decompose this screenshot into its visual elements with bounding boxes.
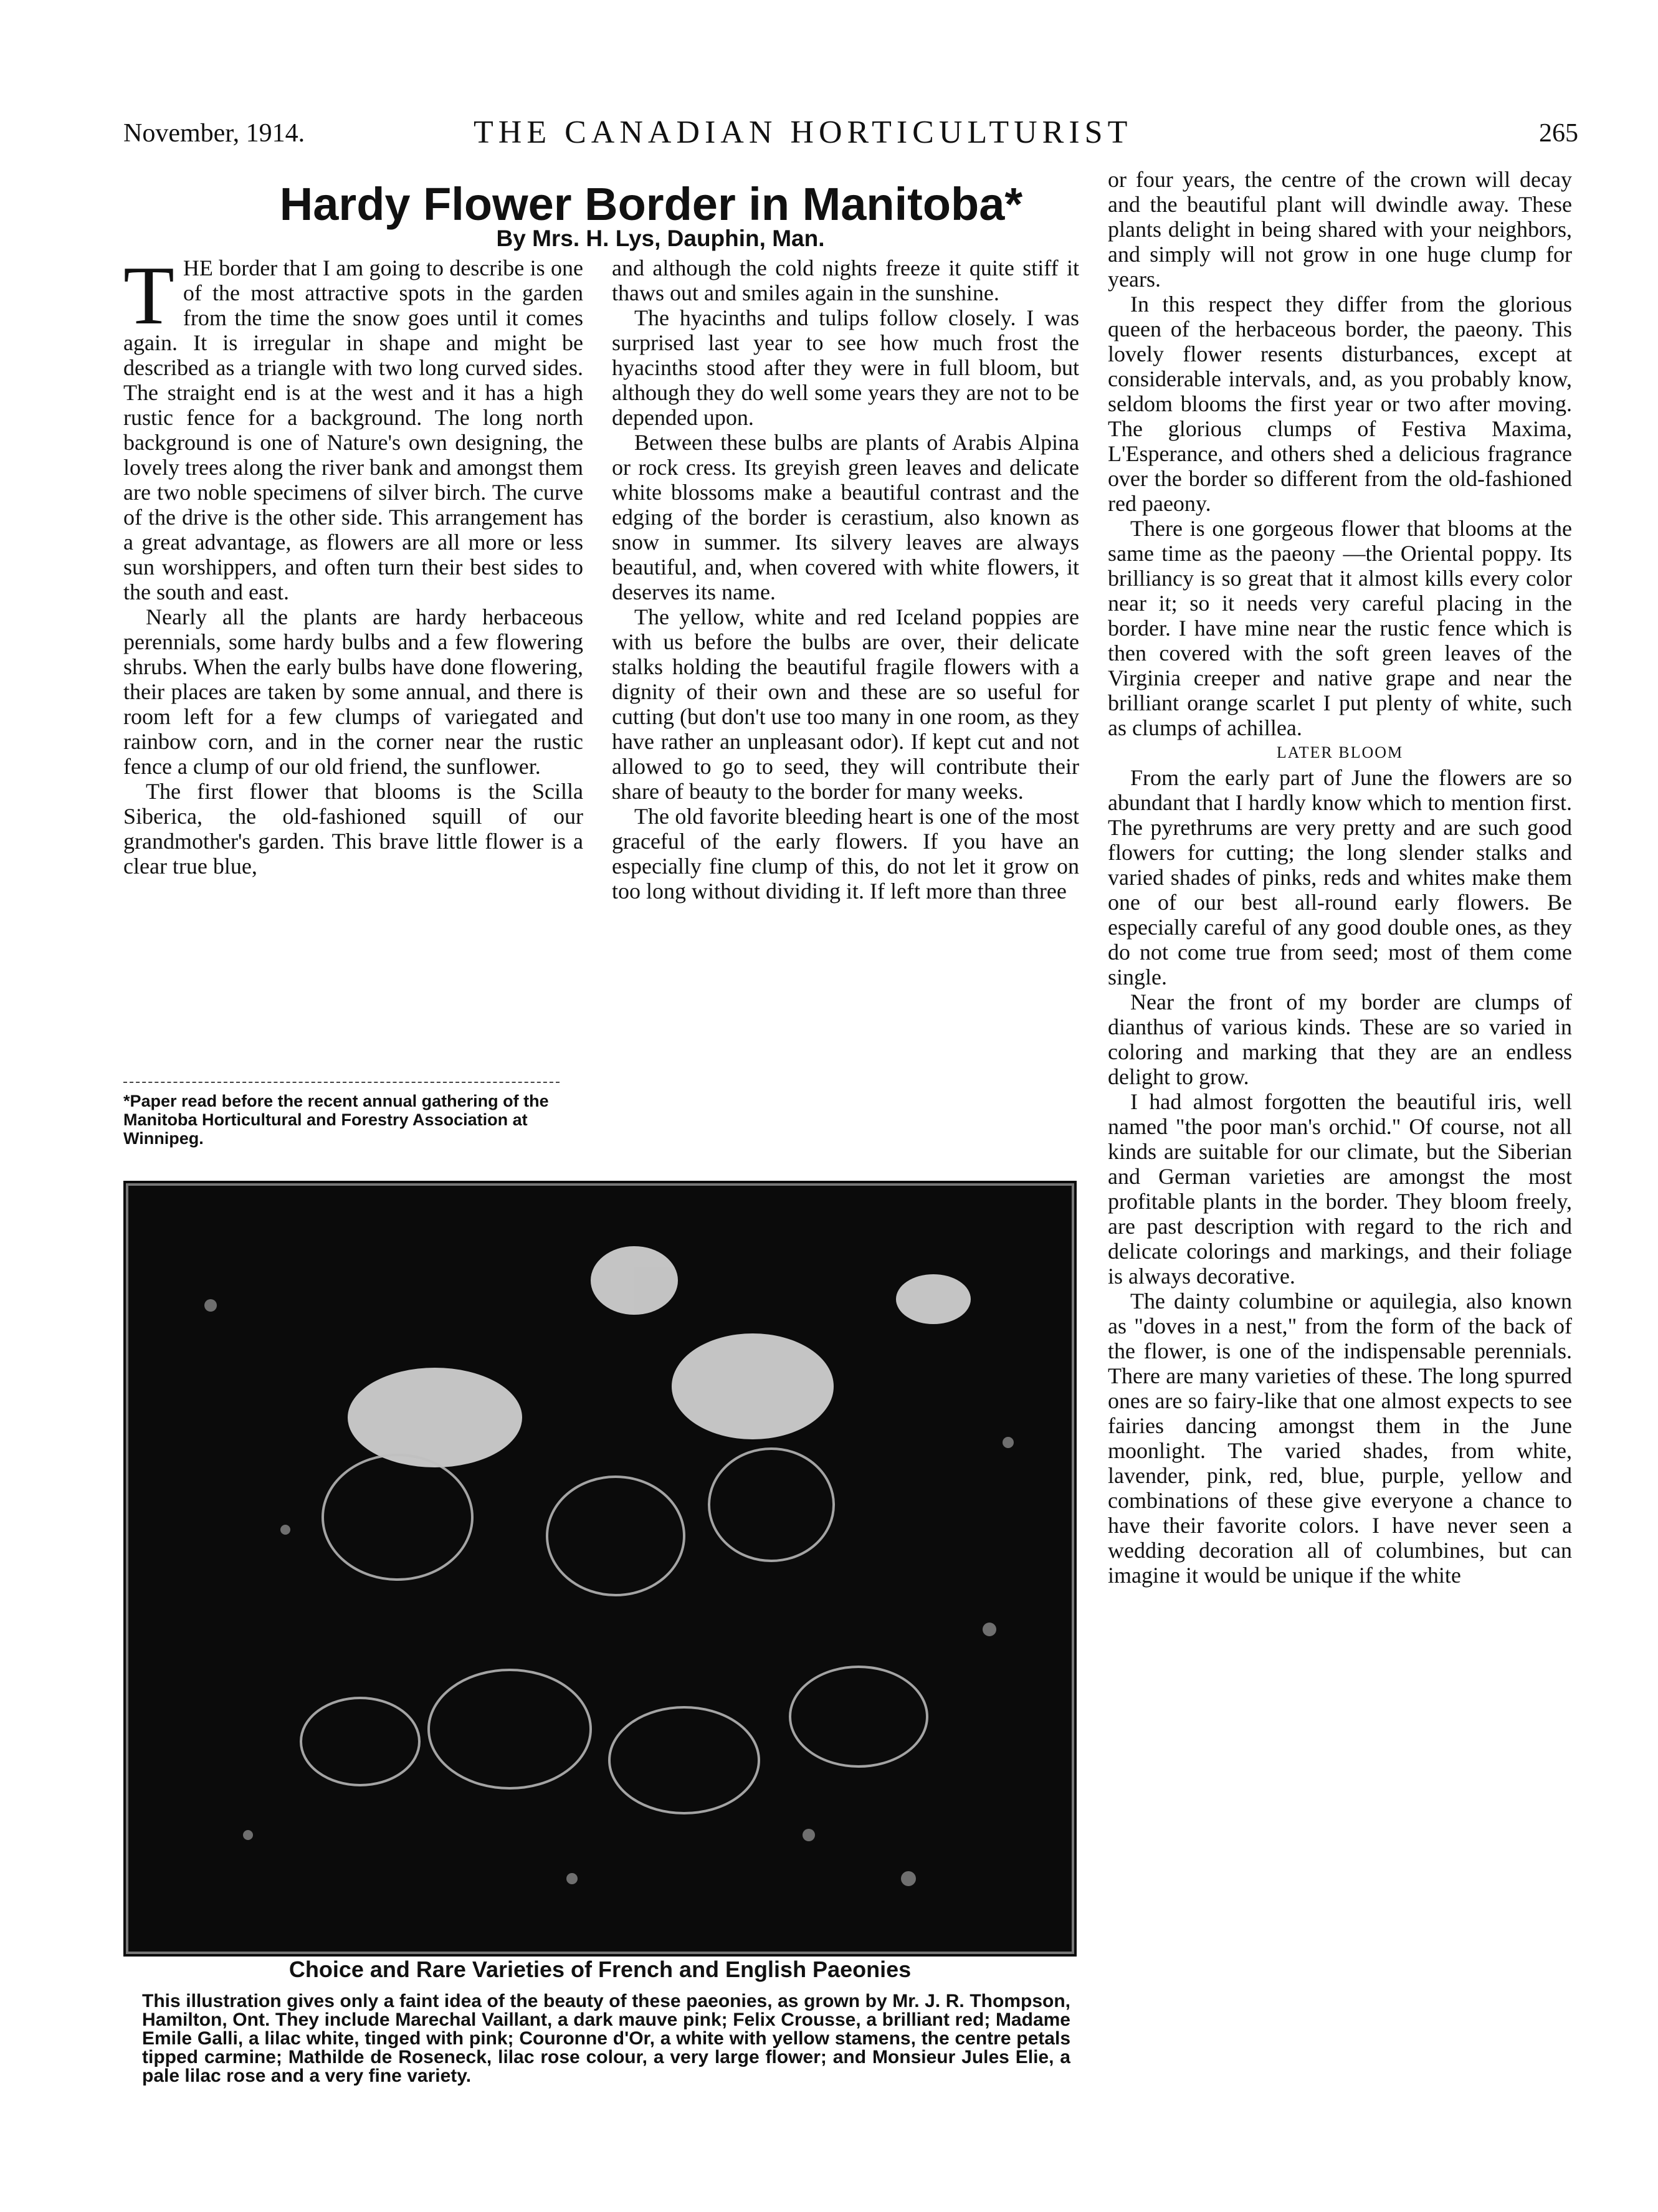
- paragraph: Near the front of my border are clumps of dianthus of various kinds. These are so varied in coloring and marking that they are an endless delight to grow.: [1108, 989, 1572, 1089]
- article-byline: By Mrs. H. Lys, Dauphin, Man.: [496, 226, 825, 251]
- issue-date: November, 1914.: [123, 119, 305, 148]
- paragraph: From the early part of June the flowers are so abundant that I hardly know which to mention first. The pyrethrums are very pretty and are such good flowers for cutting; the long slender stalks and varied shades of pinks, reds and whites make them one of our best all-round early flowers. Be especially careful of any good double ones, as they do not come true from seed; most of them come single.: [1108, 765, 1572, 989]
- paragraph: The first flower that blooms is the Scilla Siberica, the old-fashioned squill of our grandmother's garden. This brave little flower is a clear true blue,: [123, 779, 583, 879]
- paragraph: Nearly all the plants are hardy herbaceous perennials, some hardy bulbs and a few flowering shrubs. When the early bulbs have done flowering, their places are taken by some annual, and there is room left for a few clumps of variegated and rainbow corn, and in the corner near the rustic fence a clump of our old friend, the sunflower.: [123, 604, 583, 779]
- article-column-2: [612, 255, 1079, 1171]
- footnote-divider: [123, 1082, 560, 1085]
- paragraph: There is one gorgeous flower that blooms at the same time as the paeony —the Oriental poppy. Its brilliancy is so great that it almost kills every color near it; so it needs very careful placing in the border. I have mine near the rustic fence which is then covered with the soft green leaves of the Virginia creeper and native grape and near the brilliant orange scarlet I put plenty of white, such as clumps of achillea.: [1108, 516, 1572, 740]
- figure-caption-text: This illustration gives only a faint idea of the beauty of these paeonies, as grown by Mr. J. R. Thompson, Hamilton, Ont. They include Marechal Vaillant, a dark mauve pink; Felix Crousse, a brilliant red; Madame Emile Galli, a lilac white, tinged with pink; Couronne d'Or, a white with yellow stamens, the centre petals tipped carmine; Mathilde de Roseneck, lilac rose colour, a very large flower; and Monsieur Jules Elie, a pale lilac rose and a very fine variety.: [142, 1991, 1070, 2086]
- article-column-3: [1108, 167, 1572, 2105]
- paeony-flowers-image: [123, 1181, 1077, 1957]
- paragraph: and although the cold nights freeze it quite stiff it thaws out and smiles again in the sunshine.: [612, 255, 1079, 305]
- paragraph: The hyacinths and tulips follow closely. I was surprised last year to see how much frost the hyacinths stood after they were in full bloom, but although they do well some years they are not to be depended upon.: [612, 305, 1079, 430]
- article-column-1: [123, 255, 583, 1079]
- figure-caption-title: Choice and Rare Varieties of French and English Paeonies: [288, 1957, 912, 1982]
- paeony-photo: [123, 1181, 1077, 1957]
- footnote: *Paper read before the recent annual gathering of the Manitoba Horticultural and Forestry Association at Winnipeg.: [123, 1092, 549, 1148]
- section-subhead: LATER BLOOM: [1276, 743, 1404, 761]
- paragraph: The yellow, white and red Iceland poppies are with us before the bulbs are over, their delicate stalks holding the beautiful fragile flowers with a dignity of their own and these are so useful for cutting (but don't use too many in one room, as they have rather an unpleasant odor). If kept cut and not allowed to go to seed, they will contribute their share of beauty to the border for many weeks.: [612, 604, 1079, 804]
- paragraph: I had almost forgotten the beautiful iris, well named "the poor man's orchid." Of course, not all kinds are suitable for our climate, but the Siberian and German varieties are amongst the most profitable plants in the border. They bloom freely, are past description with regard to the rich and delicate colorings and markings, and their foliage is always decorative.: [1108, 1089, 1572, 1289]
- page-number: 265: [1539, 119, 1578, 148]
- magazine-title: THE CANADIAN HORTICULTURIST: [474, 115, 1133, 150]
- drop-cap: T: [123, 255, 174, 341]
- paragraph: THE border that I am going to describe is one of the most attractive spots in the garden from the time the snow goes until it comes again. It is irregular in shape and might be described as a triangle with two long curved sides. The straight end is at the west and it has a high rustic fence for a background. The long north background is one of Nature's own designing, the lovely trees along the river bank and amongst them are two noble specimens of silver birch. The curve of the drive is the other side. This arrangement has a great advantage, as flowers are all more or less sun worshippers, and often turn their best sides to the south and east.: [123, 255, 583, 604]
- paragraph: or four years, the centre of the crown will decay and the beautiful plant will dwindle away. These plants delight in being shared with your neighbors, and simply will not grow in one huge clump for years.: [1108, 167, 1572, 292]
- paragraph: Between these bulbs are plants of Arabis Alpina or rock cress. Its greyish green leaves and delicate white blossoms make a beautiful contrast and the edging of the border is cerastium, also known as snow in summer. Its silvery leaves are always beautiful, and, when covered with white flowers, it deserves its name.: [612, 430, 1079, 604]
- paragraph: The old favorite bleeding heart is one of the most graceful of the early flowers. If you have an especially fine clump of this, do not let it grow on too long without dividing it. If left more than three: [612, 804, 1079, 903]
- article-headline: Hardy Flower Border in Manitoba*: [279, 178, 1023, 230]
- paragraph: The dainty columbine or aquilegia, also known as "doves in a nest," from the form of the back of the flower, is one of the indispensable perennials. There are many varieties of these. The long spurred ones are so fairy-like that one almost expects to see fairies dancing amongst them in the June moonlight. The varied shades, from white, lavender, pink, red, blue, purple, yellow and combinations of these give everyone a chance to have their favorite colors. I have never seen a wedding decoration all of columbines, but can imagine it would be unique if the white: [1108, 1289, 1572, 1588]
- paragraph: In this respect they differ from the glorious queen of the herbaceous border, the paeony. This lovely flower resents disturbances, except at considerable intervals, and, as you probably know, seldom blooms the first year or two after moving. The glorious clumps of Festiva Maxima, L'Esperance, and others shed a delicious fragrance over the border so different from the old-fashioned red paeony.: [1108, 292, 1572, 516]
